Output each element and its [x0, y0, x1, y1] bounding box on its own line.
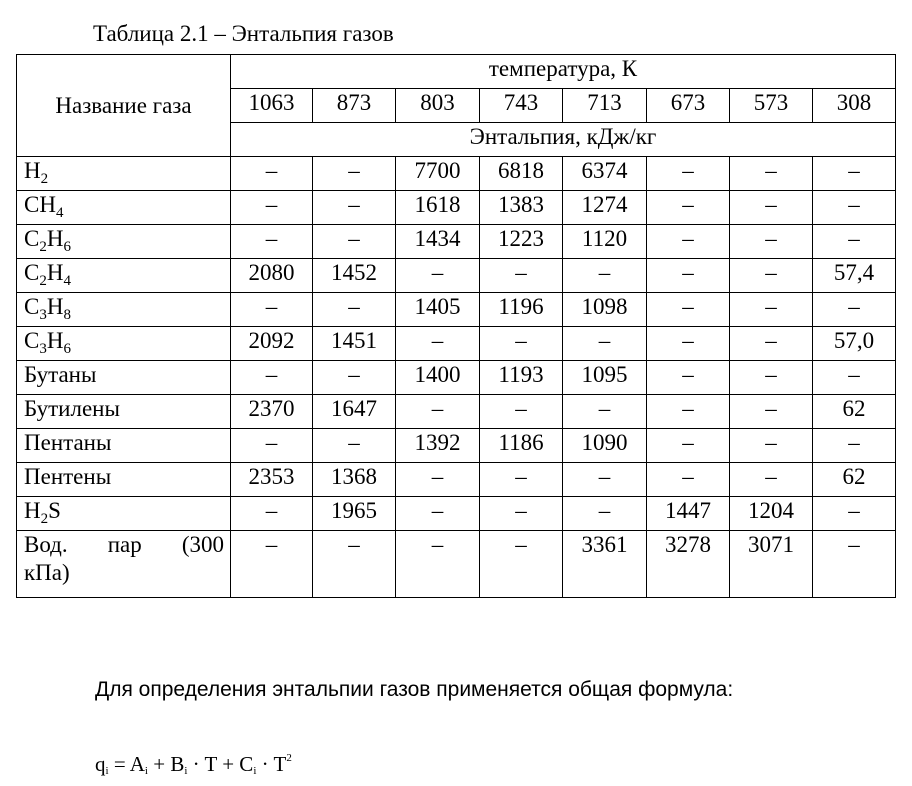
enthalpy-value-cell: – [647, 259, 730, 293]
formula-b: + B [147, 752, 185, 776]
enthalpy-value-cell: 62 [813, 395, 896, 429]
table-row [17, 429, 896, 463]
formula-a-index: i [144, 765, 148, 777]
enthalpy-value-cell: – [730, 463, 813, 497]
enthalpy-value-cell: – [647, 395, 730, 429]
enthalpy-value-cell: – [231, 157, 313, 191]
gas-formula-part: H [24, 498, 41, 523]
temperature-cell: 873 [313, 89, 396, 123]
gas-name-word: Вод. [24, 532, 68, 557]
gas-formula-part: Пентаны [24, 430, 112, 455]
gas-name-word: (300 [181, 532, 224, 557]
gas-formula-part: C [24, 260, 40, 285]
gas-formula-part: H [46, 226, 64, 251]
gas-name-cell [17, 191, 231, 225]
enthalpy-value-cell: 6818 [480, 157, 563, 191]
enthalpy-value-cell: – [813, 191, 896, 225]
enthalpy-value-cell: – [480, 259, 563, 293]
table-row [17, 191, 896, 225]
enthalpy-value-cell: – [647, 463, 730, 497]
header-row-temperature [17, 55, 896, 89]
enthalpy-value-cell: – [730, 225, 813, 259]
enthalpy-value-cell: – [813, 157, 896, 191]
enthalpy-value-cell: 1392 [396, 429, 480, 463]
enthalpy-value-cell: – [231, 225, 313, 259]
gas-subscript: 2 [40, 511, 49, 527]
enthalpy-value-cell: – [730, 327, 813, 361]
enthalpy-value-cell: 2080 [231, 259, 313, 293]
enthalpy-value-cell: 57,0 [813, 327, 896, 361]
gas-formula-part: H [46, 260, 64, 285]
gas-name-cell [17, 429, 231, 463]
enthalpy-value-cell: – [813, 531, 896, 598]
enthalpy-value-cell: 7700 [396, 157, 480, 191]
enthalpy-value-cell: 1098 [563, 293, 647, 327]
gas-name-word: кПа) [24, 560, 70, 585]
enthalpy-value-cell: – [231, 293, 313, 327]
enthalpy-value-cell: – [231, 361, 313, 395]
formula-q: q [95, 752, 106, 776]
enthalpy-value-cell: – [563, 463, 647, 497]
enthalpy-value-cell: – [563, 327, 647, 361]
temperature-cell: 573 [730, 89, 813, 123]
enthalpy-table [16, 54, 896, 598]
table-row [17, 293, 896, 327]
enthalpy-value-cell: – [730, 259, 813, 293]
gas-formula-part: H [46, 294, 64, 319]
temperature-cell: 713 [563, 89, 647, 123]
enthalpy-value-cell: – [647, 225, 730, 259]
temperature-cell: 673 [647, 89, 730, 123]
temperature-cell: 743 [480, 89, 563, 123]
enthalpy-value-cell: – [813, 361, 896, 395]
enthalpy-value-cell: – [231, 497, 313, 531]
enthalpy-value-cell: – [396, 463, 480, 497]
enthalpy-value-cell: – [480, 463, 563, 497]
enthalpy-value-cell: – [313, 293, 396, 327]
formula-t: · T [256, 752, 287, 776]
gas-formula-part: C [24, 226, 40, 251]
enthalpy-value-cell: – [396, 531, 480, 598]
gas-subscript: 2 [40, 171, 49, 187]
enthalpy-value-cell: – [730, 361, 813, 395]
enthalpy-value-cell: – [563, 395, 647, 429]
enthalpy-value-cell: – [396, 497, 480, 531]
gas-subscript: 3 [39, 307, 47, 323]
enthalpy-value-cell: 1193 [480, 361, 563, 395]
enthalpy-value-cell: 1447 [647, 497, 730, 531]
enthalpy-value-cell: – [231, 429, 313, 463]
gas-name-cell [17, 259, 231, 293]
table-row [17, 463, 896, 497]
enthalpy-value-cell: – [813, 429, 896, 463]
enthalpy-value-cell: – [480, 497, 563, 531]
enthalpy-value-cell: 1451 [313, 327, 396, 361]
formula-c-index: i [253, 765, 257, 777]
table-row [17, 259, 896, 293]
enthalpy-value-cell: – [647, 429, 730, 463]
enthalpy-header: Энтальпия, кДж/кг [231, 123, 896, 157]
enthalpy-value-cell: – [231, 531, 313, 598]
gas-formula-part: C [24, 294, 40, 319]
table-row [17, 361, 896, 395]
gas-subscript: 2 [39, 273, 47, 289]
enthalpy-value-cell: 3361 [563, 531, 647, 598]
table-row [17, 327, 896, 361]
gas-subscript: 2 [39, 239, 47, 255]
enthalpy-value-cell: – [813, 293, 896, 327]
enthalpy-value-cell: – [480, 327, 563, 361]
enthalpy-value-cell: 1368 [313, 463, 396, 497]
table-row [17, 225, 896, 259]
enthalpy-value-cell: 1400 [396, 361, 480, 395]
enthalpy-value-cell: 1274 [563, 191, 647, 225]
enthalpy-value-cell: – [730, 429, 813, 463]
table-caption: Таблица 2.1 – Энтальпия газов [93, 21, 394, 46]
gas-name-cell [17, 531, 231, 598]
enthalpy-value-cell: 6374 [563, 157, 647, 191]
temperature-header: температура, К [231, 55, 896, 89]
gas-name-word: пар [107, 532, 142, 557]
gas-formula-part: H [46, 328, 64, 353]
gas-formula-part: S [48, 498, 61, 523]
enthalpy-value-cell: 3071 [730, 531, 813, 598]
enthalpy-value-cell: – [396, 259, 480, 293]
enthalpy-value-cell: – [647, 191, 730, 225]
enthalpy-value-cell: – [730, 395, 813, 429]
enthalpy-value-cell: 1090 [563, 429, 647, 463]
enthalpy-formula [95, 745, 292, 784]
enthalpy-value-cell: – [313, 429, 396, 463]
enthalpy-value-cell: – [730, 293, 813, 327]
formula-a: = A [108, 752, 145, 776]
temperature-cell: 1063 [231, 89, 313, 123]
enthalpy-value-cell: – [313, 531, 396, 598]
enthalpy-value-cell: 1965 [313, 497, 396, 531]
enthalpy-value-cell: 1095 [563, 361, 647, 395]
enthalpy-value-cell: 1434 [396, 225, 480, 259]
enthalpy-value-cell: – [313, 225, 396, 259]
enthalpy-value-cell: – [396, 327, 480, 361]
gas-name-cell [17, 463, 231, 497]
table-row [17, 497, 896, 531]
table-row [17, 157, 896, 191]
enthalpy-value-cell: – [730, 191, 813, 225]
enthalpy-value-cell: – [647, 327, 730, 361]
table-row [17, 531, 896, 598]
gas-name-cell [17, 327, 231, 361]
enthalpy-value-cell: – [563, 497, 647, 531]
gas-subscript: 4 [63, 273, 71, 289]
gas-name-cell [17, 497, 231, 531]
formula-power: 2 [286, 752, 292, 764]
enthalpy-value-cell: 1618 [396, 191, 480, 225]
enthalpy-value-cell: – [813, 497, 896, 531]
gas-subscript: 6 [63, 341, 71, 357]
enthalpy-value-cell: 1452 [313, 259, 396, 293]
enthalpy-value-cell: – [313, 157, 396, 191]
enthalpy-value-cell: 1383 [480, 191, 563, 225]
formula-q-index: i [105, 765, 109, 777]
enthalpy-value-cell: – [396, 395, 480, 429]
enthalpy-value-cell: 1223 [480, 225, 563, 259]
enthalpy-value-cell: 1647 [313, 395, 396, 429]
enthalpy-value-cell: 62 [813, 463, 896, 497]
gas-formula-part: C [24, 328, 40, 353]
enthalpy-value-cell: 1405 [396, 293, 480, 327]
enthalpy-value-cell: – [730, 157, 813, 191]
enthalpy-value-cell: – [647, 293, 730, 327]
gas-name-cell [17, 395, 231, 429]
enthalpy-value-cell: – [563, 259, 647, 293]
gas-formula-part: Пентены [24, 464, 112, 489]
gas-subscript: 6 [63, 239, 71, 255]
enthalpy-value-cell: – [313, 361, 396, 395]
enthalpy-value-cell: 57,4 [813, 259, 896, 293]
gas-formula-part: H [24, 158, 41, 183]
enthalpy-value-cell: – [480, 531, 563, 598]
gas-formula-part: CH [24, 192, 56, 217]
gas-name-header: Название газа [17, 55, 231, 157]
gas-subscript: 4 [55, 205, 64, 221]
enthalpy-value-cell: 1120 [563, 225, 647, 259]
formula-b-index: i [184, 765, 188, 777]
enthalpy-value-cell: – [647, 157, 730, 191]
gas-name-cell [17, 293, 231, 327]
enthalpy-value-cell: 2353 [231, 463, 313, 497]
temperature-cell: 803 [396, 89, 480, 123]
enthalpy-value-cell: 3278 [647, 531, 730, 598]
gas-name-cell [17, 157, 231, 191]
enthalpy-value-cell: 1196 [480, 293, 563, 327]
temperature-cell: 308 [813, 89, 896, 123]
formula-intro-text: Для определения энтальпии газов применяется общая формула: [95, 678, 734, 701]
gas-formula-part: Бутаны [24, 362, 97, 387]
enthalpy-value-cell: – [231, 191, 313, 225]
enthalpy-value-cell: 1204 [730, 497, 813, 531]
gas-formula-part: Бутилены [24, 396, 120, 421]
enthalpy-value-cell: – [313, 191, 396, 225]
gas-name-cell [17, 225, 231, 259]
gas-subscript: 3 [39, 341, 47, 357]
gas-subscript: 8 [63, 307, 71, 323]
enthalpy-value-cell: 1186 [480, 429, 563, 463]
table-row [17, 395, 896, 429]
gas-name-cell [17, 361, 231, 395]
enthalpy-value-cell: – [647, 361, 730, 395]
enthalpy-value-cell: 2370 [231, 395, 313, 429]
enthalpy-value-cell: 2092 [231, 327, 313, 361]
enthalpy-value-cell: – [480, 395, 563, 429]
enthalpy-value-cell: – [813, 225, 896, 259]
formula-c: · T + C [187, 752, 254, 776]
